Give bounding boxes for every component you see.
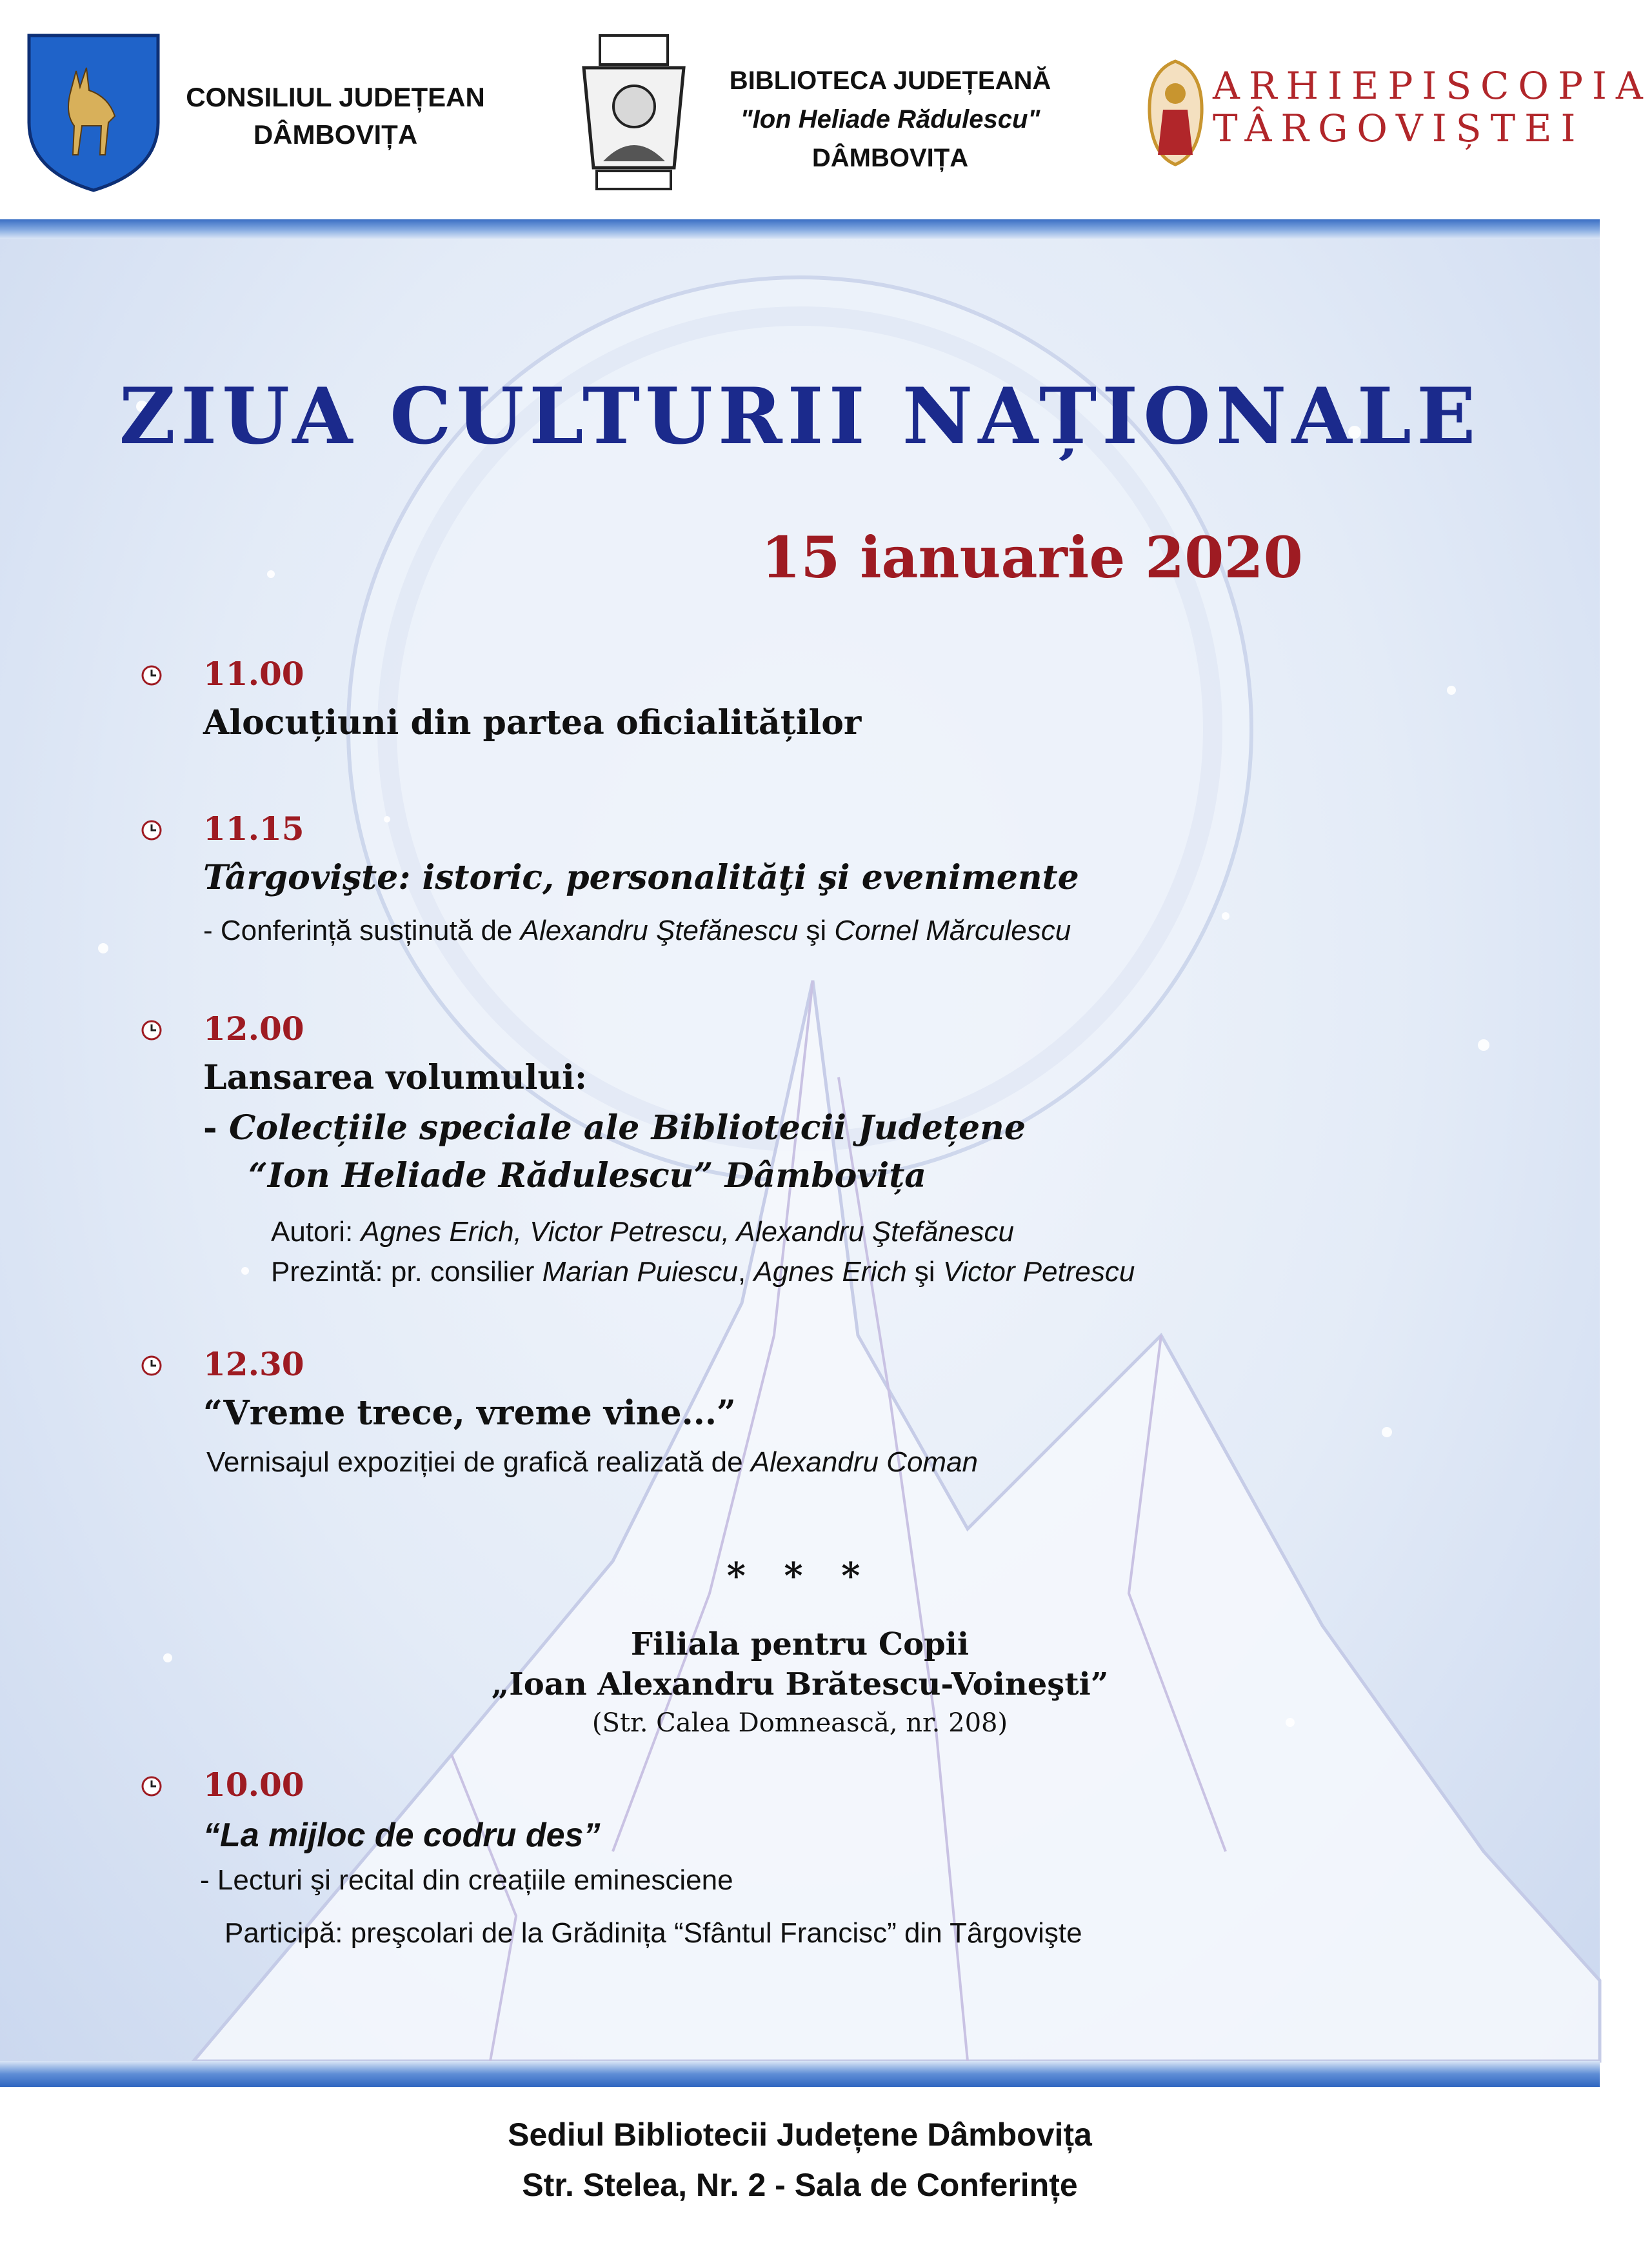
exhibition-prefix: Vernisajul expoziției de grafică realizată de (206, 1446, 751, 1478)
library-line2: "Ion Heliade Rădulescu" (740, 105, 1040, 134)
exhibition-description (206, 1446, 978, 1479)
archdiocese-name (1213, 64, 1652, 150)
library-line1: BIBLIOTECA JUDEȚEANĂ (729, 66, 1051, 95)
footer-venue (0, 2109, 1600, 2210)
bottom-blue-band (0, 2061, 1600, 2087)
speaker-2: Cornel Mărculescu (834, 915, 1071, 946)
speakers-and: şi (798, 915, 835, 946)
authors-label: Autori: (271, 1216, 361, 1248)
clock-icon (141, 819, 163, 841)
time-1200: 12.00 (203, 1010, 304, 1048)
time-1100: 11.00 (203, 655, 304, 693)
council-line2: DÂMBOVIȚA (253, 119, 418, 150)
presenters-and: şi (906, 1256, 943, 1288)
conference-speakers (203, 915, 1071, 947)
footer-line1: Sediul Bibliotecii Județene Dâmbovița (508, 2117, 1092, 2153)
clock-icon (141, 1019, 163, 1041)
library-logo (577, 32, 690, 194)
footer-line2: Str. Stelea, Nr. 2 - Sala de Conferințe (522, 2167, 1078, 2203)
book-authors (271, 1216, 1014, 1248)
archdiocese-line2: TÂRGOVIȘTEI (1213, 106, 1585, 150)
clock-icon (141, 664, 163, 686)
library-name (697, 61, 1084, 177)
branch-line2: „Ioan Alexandru Brătescu-Voineşti” (491, 1666, 1109, 1702)
archdiocese-icon (1145, 58, 1206, 168)
top-blue-band (0, 219, 1600, 239)
book-presenters (271, 1256, 1135, 1288)
presenter-3: Victor Petrescu (942, 1256, 1135, 1288)
speakers-prefix: - Conferință susținută de (203, 915, 521, 946)
time-1230: 12.30 (203, 1345, 304, 1383)
presenters-label: Prezintă: pr. consilier (271, 1256, 542, 1288)
authors-names: Agnes Erich, Victor Petrescu, Alexandru Ştefănescu (361, 1216, 1014, 1248)
book-title-line2: “Ion Heliade Rădulescu” Dâmbovița (248, 1156, 926, 1195)
branch-address: (Str. Calea Domnească, nr. 208) (592, 1708, 1008, 1738)
council-line1: CONSILIUL JUDEȚEAN (186, 82, 485, 112)
time-1115: 11.15 (203, 810, 304, 848)
clock-icon (141, 1355, 163, 1377)
event-title-conference: Târgovişte: istoric, personalităţi şi evenimente (203, 858, 1079, 897)
section-separator: * * * (726, 1555, 873, 1597)
recital-participants: Participă: preşcolari de la Grădinița “Sfântul Francisc” din Târgovişte (224, 1917, 1082, 1949)
event-title-book-launch: Lansarea volumului: (203, 1058, 588, 1097)
library-line3: DÂMBOVIȚA (811, 144, 969, 172)
page-title: ZIUA CULTURII NAȚIONALE (119, 371, 1481, 462)
archdiocese-line1: ARHIEPISCOPIA (1213, 64, 1652, 108)
header (0, 0, 1652, 219)
council-name (164, 79, 506, 154)
branch-name (0, 1624, 1600, 1704)
presenters-comma: , (737, 1256, 754, 1288)
presenter-2: Agnes Erich (753, 1256, 907, 1288)
event-title-exhibition: “Vreme trece, vreme vine...” (203, 1393, 736, 1433)
branch-line1: Filiala pentru Copii (630, 1626, 970, 1662)
presenter-1: Marian Puiescu (542, 1256, 738, 1288)
recital-description: - Lecturi şi recital din creațiile eminesciene (200, 1864, 733, 1896)
book-title-line1: Colecțiile speciale ale Bibliotecii Județene (229, 1108, 1026, 1148)
time-1000: 10.00 (203, 1766, 304, 1804)
event-title-officials: Alocuțiuni din partea oficialităților (203, 703, 862, 743)
county-crest-logo (26, 32, 161, 194)
event-date: 15 ianuarie 2020 (761, 524, 1303, 591)
clock-icon (141, 1775, 163, 1797)
speaker-1: Alexandru Ştefănescu (520, 915, 799, 946)
exhibition-artist: Alexandru Coman (750, 1446, 979, 1478)
book-dash: - (203, 1108, 217, 1148)
event-title-recital: “La mijloc de codru des” (203, 1817, 601, 1854)
